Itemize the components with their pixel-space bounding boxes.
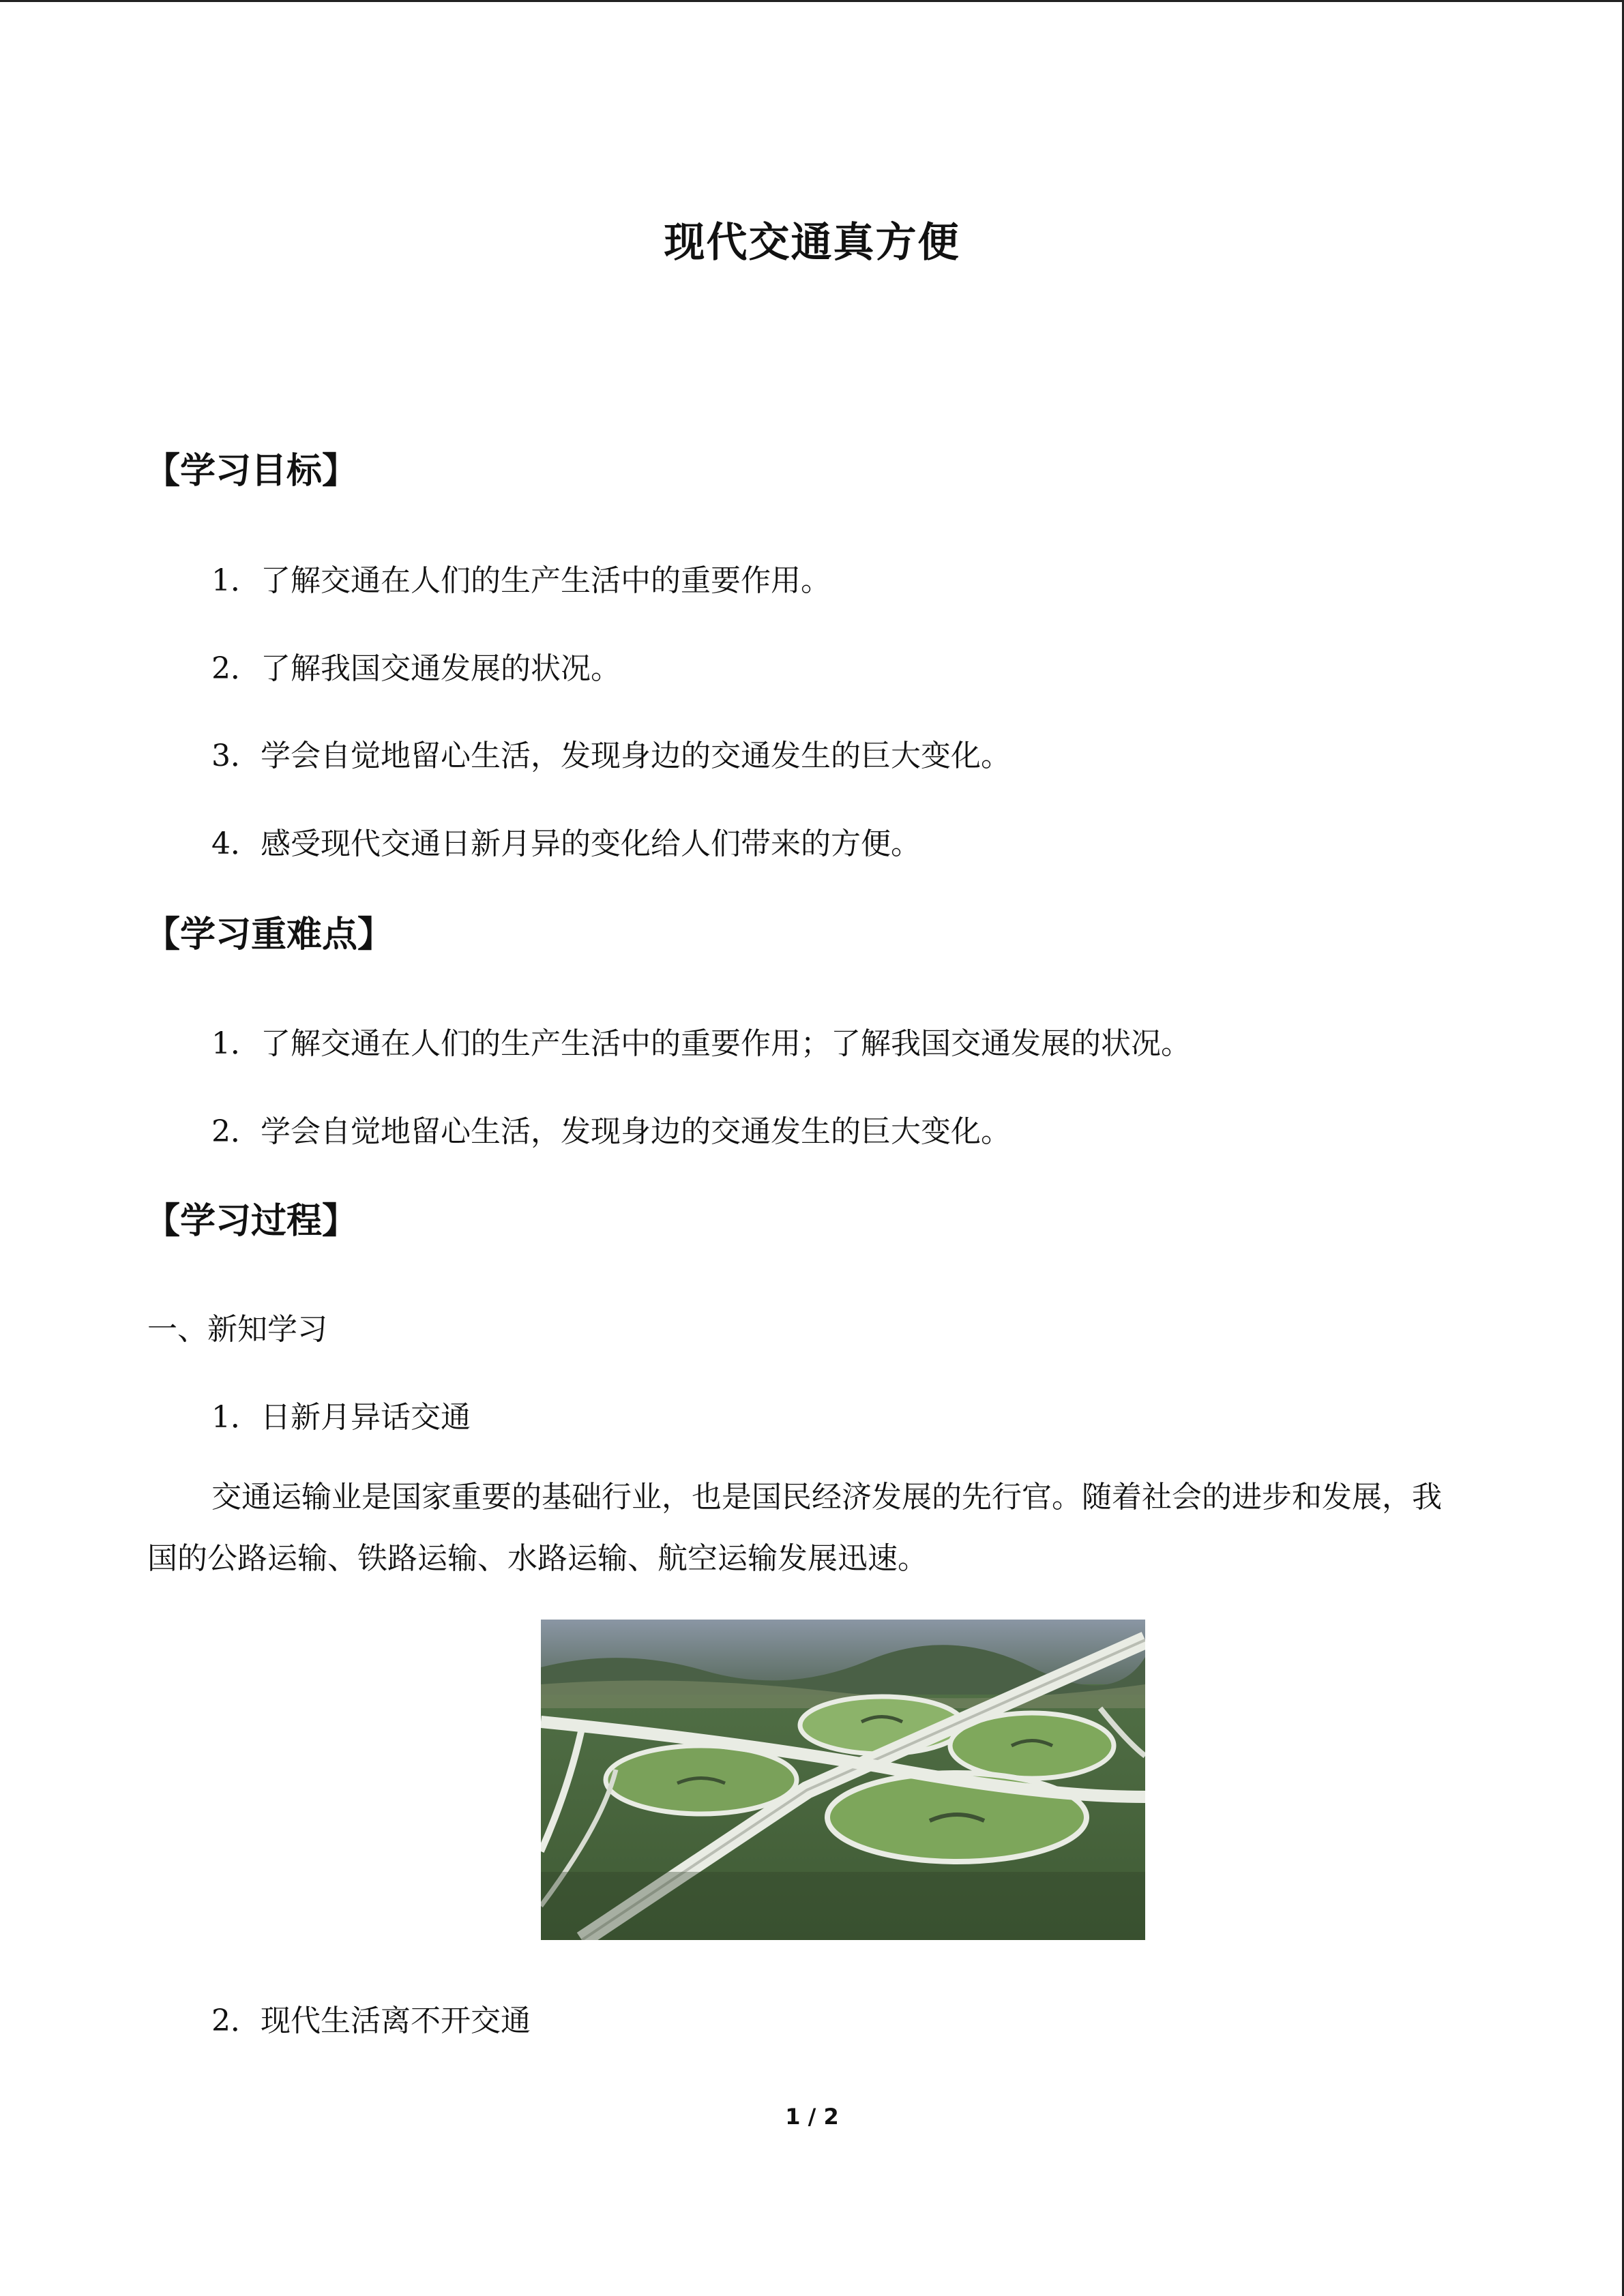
- subsection-2-label: 2．现代生活离不开交通: [211, 2003, 531, 2038]
- goal-item-1: 1．了解交通在人们的生产生活中的重要作用。: [211, 563, 831, 598]
- highway-interchange-photo: [541, 1620, 1145, 1940]
- page-title: 现代交通真方便: [664, 219, 960, 267]
- section-heading-process: 【学习过程】: [145, 1201, 358, 1242]
- section-heading-goals: 【学习目标】: [145, 451, 358, 492]
- key-point-item-1: 1．了解交通在人们的生产生活中的重要作用；了解我国交通发展的状况。: [211, 1026, 1191, 1061]
- page-number: 1 / 2: [785, 2104, 839, 2130]
- goal-item-3: 3．学会自觉地留心生活，发现身边的交通发生的巨大变化。: [211, 739, 1011, 773]
- subsection-1-label: 1．日新月异话交通: [211, 1400, 471, 1435]
- goal-item-2: 2．了解我国交通发展的状况。: [211, 651, 621, 686]
- goal-item-4: 4．感受现代交通日新月异的变化给人们带来的方便。: [211, 826, 921, 861]
- body-paragraph: 交通运输业是国家重要的基础行业，也是国民经济发展的先行官。随着社会的进步和发展，我国的公路运输、铁路运输、水路运输、航空运输发展迅速。: [147, 1480, 1442, 1576]
- part-one-label: 一、新知学习: [147, 1312, 327, 1347]
- section-heading-key-points: 【学习重难点】: [145, 914, 394, 955]
- key-point-item-2: 2．学会自觉地留心生活，发现身边的交通发生的巨大变化。: [211, 1114, 1011, 1149]
